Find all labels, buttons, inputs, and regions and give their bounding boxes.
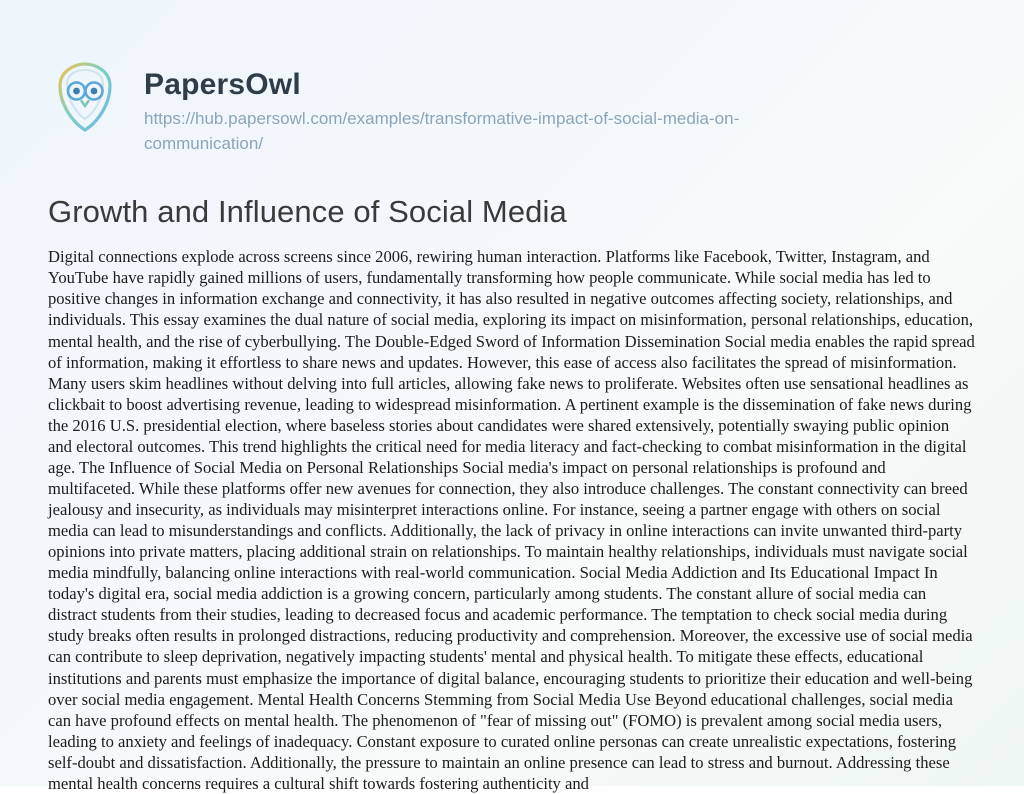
brand-name: PapersOwl <box>144 68 301 101</box>
brand-block <box>144 56 844 156</box>
page-title: Growth and Influence of Social Media <box>48 194 567 230</box>
source-url[interactable]: https://hub.papersowl.com/examples/transformative-impact-of-social-media-on-communication/ <box>144 109 740 153</box>
owl-logo-icon <box>48 60 122 134</box>
document-body: Digital connections explode across screens since 2006, rewiring human interaction. Platforms like Facebook, Twitter, Instagram, and YouTube have rapidly gained millions of users, fundamentally transforming how people communicate. While social media has led to positive changes in information exchange and connectivity, it has also resulted in negative outcomes affecting society, relationships, and individuals. This essay examines the dual nature of social media, exploring its impact on misinformation, personal relationships, education, mental health, and the rise of cyberbullying. The Double-Edged Sword of Information Dissemination Social media enables the rapid spread of information, making it effortless to share news and updates. However, this ease of access also facilitates the spread of misinformation. Many users skim headlines without delving into full articles, allowing fake news to proliferate. Websites often use sensational headlines as clickbait to boost advertising revenue, leading to widespread misinformation. A pertinent example is the dissemination of fake news during the 2016 U.S. presidential election, where baseless stories about candidates were shared extensively, potentially swaying public opinion and electoral outcomes. This trend highlights the critical need for media literacy and fact-checking to combat misinformation in the digital age. The Influence of Social Media on Personal Relationships Social media's impact on personal relationships is profound and multifaceted. While these platforms offer new avenues for connection, they also introduce challenges. The constant connectivity can breed jealousy and insecurity, as individuals may misinterpret interactions online. For instance, seeing a partner engage with others on social media can lead to misunderstandings and conflicts. Additionally, the lack of privacy in online interactions can invite unwanted third-party opinions into private matters, placing additional strain on relationships. To maintain healthy relationships, individuals must navigate social media mindfully, balancing online interactions with real-world communication. Social Media Addiction and Its Educational Impact In today's digital era, social media addiction is a growing concern, particularly among students. The constant allure of social media can distract students from their studies, leading to decreased focus and academic performance. The temptation to check social media during study breaks often results in prolonged distractions, reducing productivity and comprehension. Moreover, the excessive use of social media can contribute to sleep deprivation, negatively impacting students' mental and physical health. To mitigate these effects, educational institutions and parents must emphasize the importance of digital balance, encouraging students to prioritize their education and well-being over social media engagement. Mental Health Concerns Stemming from Social Media Use Beyond educational challenges, social media can have profound effects on mental health. The phenomenon of "fear of missing out" (FOMO) is prevalent among social media users, leading to anxiety and feelings of inadequacy. Constant exposure to curated online personas can create unrealistic expectations, fostering self-doubt and dissatisfaction. Additionally, the pressure to maintain an online presence can lead to stress and burnout. Addressing these mental health concerns requires a cultural shift towards fostering authenticity and <box>48 247 975 793</box>
document-header <box>18 18 1006 156</box>
document-sheet <box>18 18 1006 793</box>
